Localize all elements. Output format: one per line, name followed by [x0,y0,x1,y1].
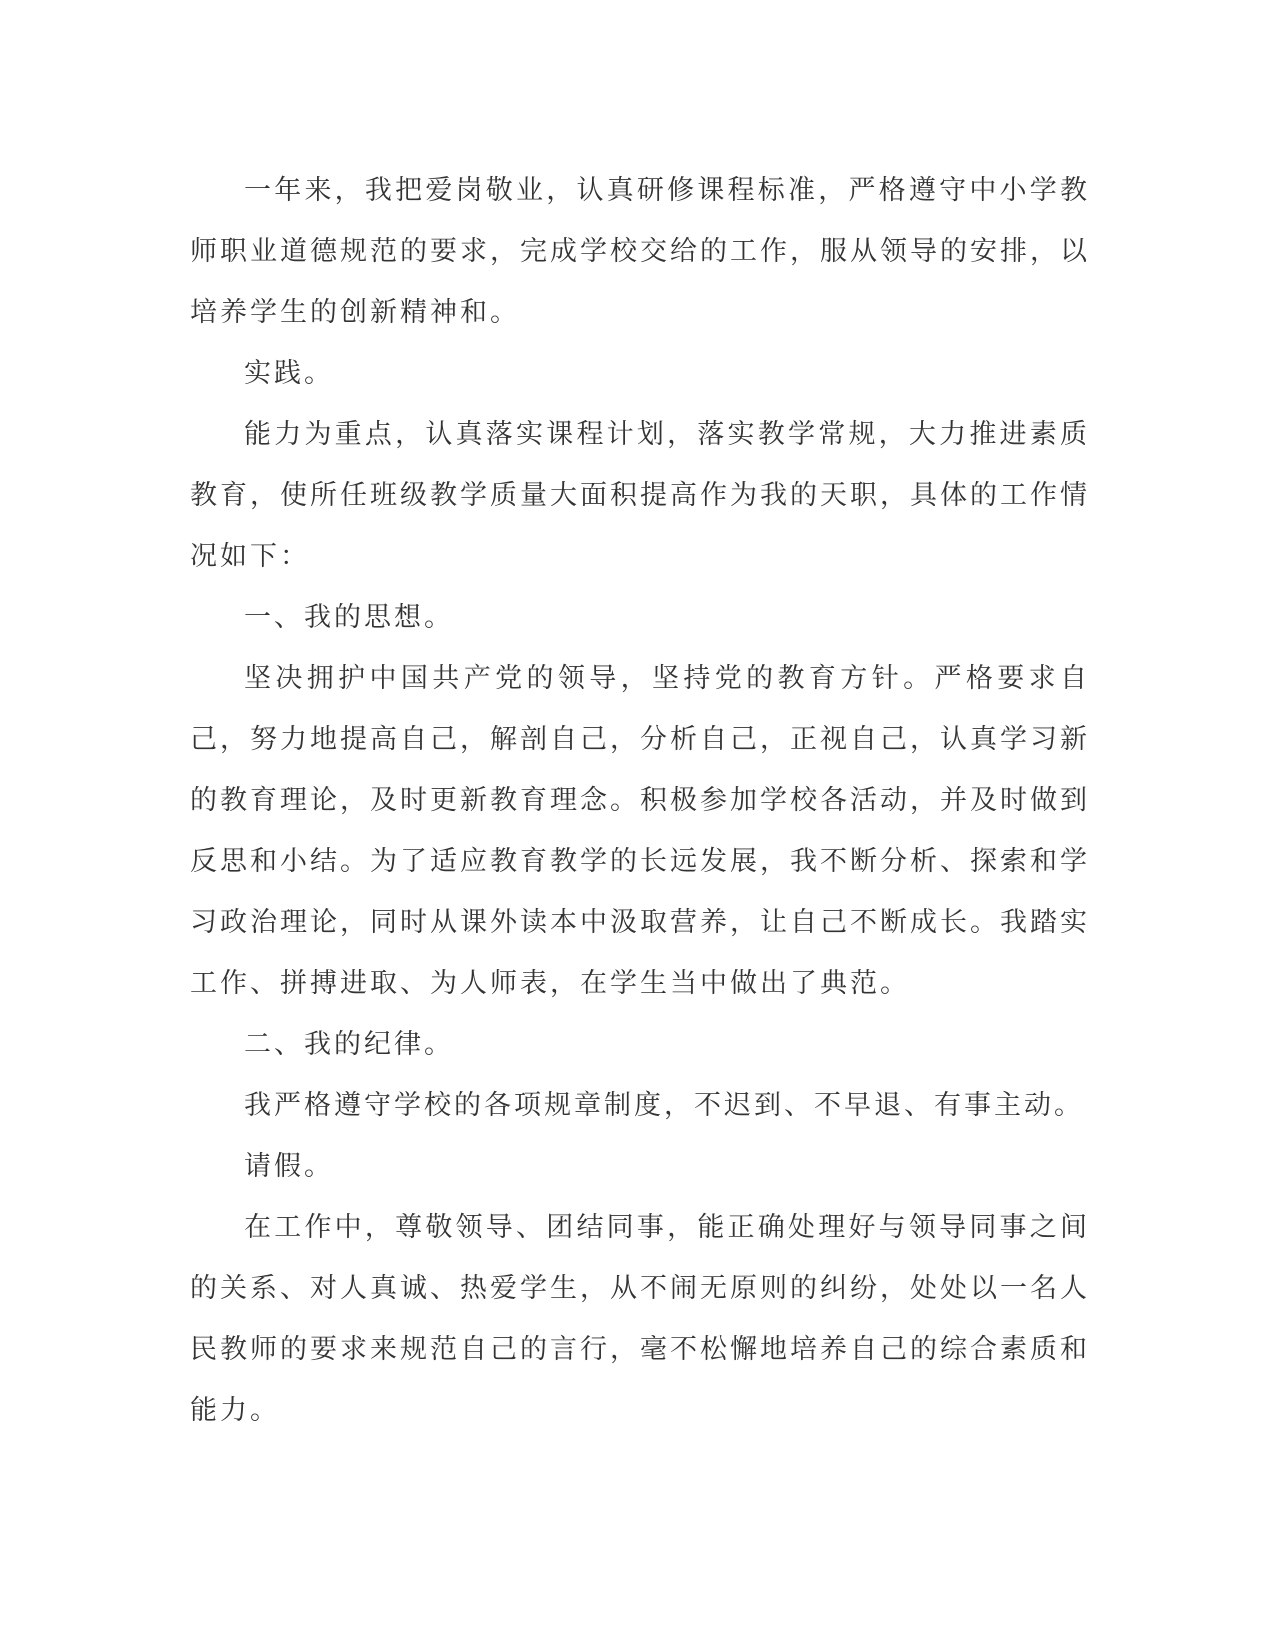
paragraph-discipline: 我严格遵守学校的各项规章制度，不迟到、不早退、有事主动。 [244,1090,1084,1121]
section-heading-thought: 一、我的思想。 [244,602,454,633]
paragraph-work: 在工作中，尊敬领导、团结同事，能正确处理好与领导同事之间的关系、对人真诚、热爱学生，从不闹无原则的纠纷，处处以一名人民教师的要求来规范自己的言行，毫不松懈地培养自己的综合素质和能力。 [190,1212,1090,1426]
document-body [190,160,1090,1441]
paragraph-thought: 坚决拥护中国共产党的领导，坚持党的教育方针。严格要求自己，努力地提高自己，解剖自己，分析自己，正视自己，认真学习新的教育理论，及时更新教育理念。积极参加学校各活动，并及时做到反思和小结。为了适应教育教学的长远发展，我不断分析、探索和学习政治理论，同时从课外读本中汲取营养，让自己不断成长。我踏实工作、拼搏进取、为人师表，在学生当中做出了典范。 [190,663,1090,999]
paragraph-ability: 能力为重点，认真落实课程计划，落实教学常规，大力推进素质教育，使所任班级教学质量大面积提高作为我的天职，具体的工作情况如下： [190,419,1090,572]
paragraph-leave: 请假。 [244,1151,334,1182]
section-heading-discipline: 二、我的纪律。 [244,1029,454,1060]
paragraph-intro: 一年来，我把爱岗敬业，认真研修课程标准，严格遵守中小学教师职业道德规范的要求，完成学校交给的工作，服从领导的安排，以培养学生的创新精神和。 [190,175,1090,328]
paragraph-practice: 实践。 [244,358,334,389]
